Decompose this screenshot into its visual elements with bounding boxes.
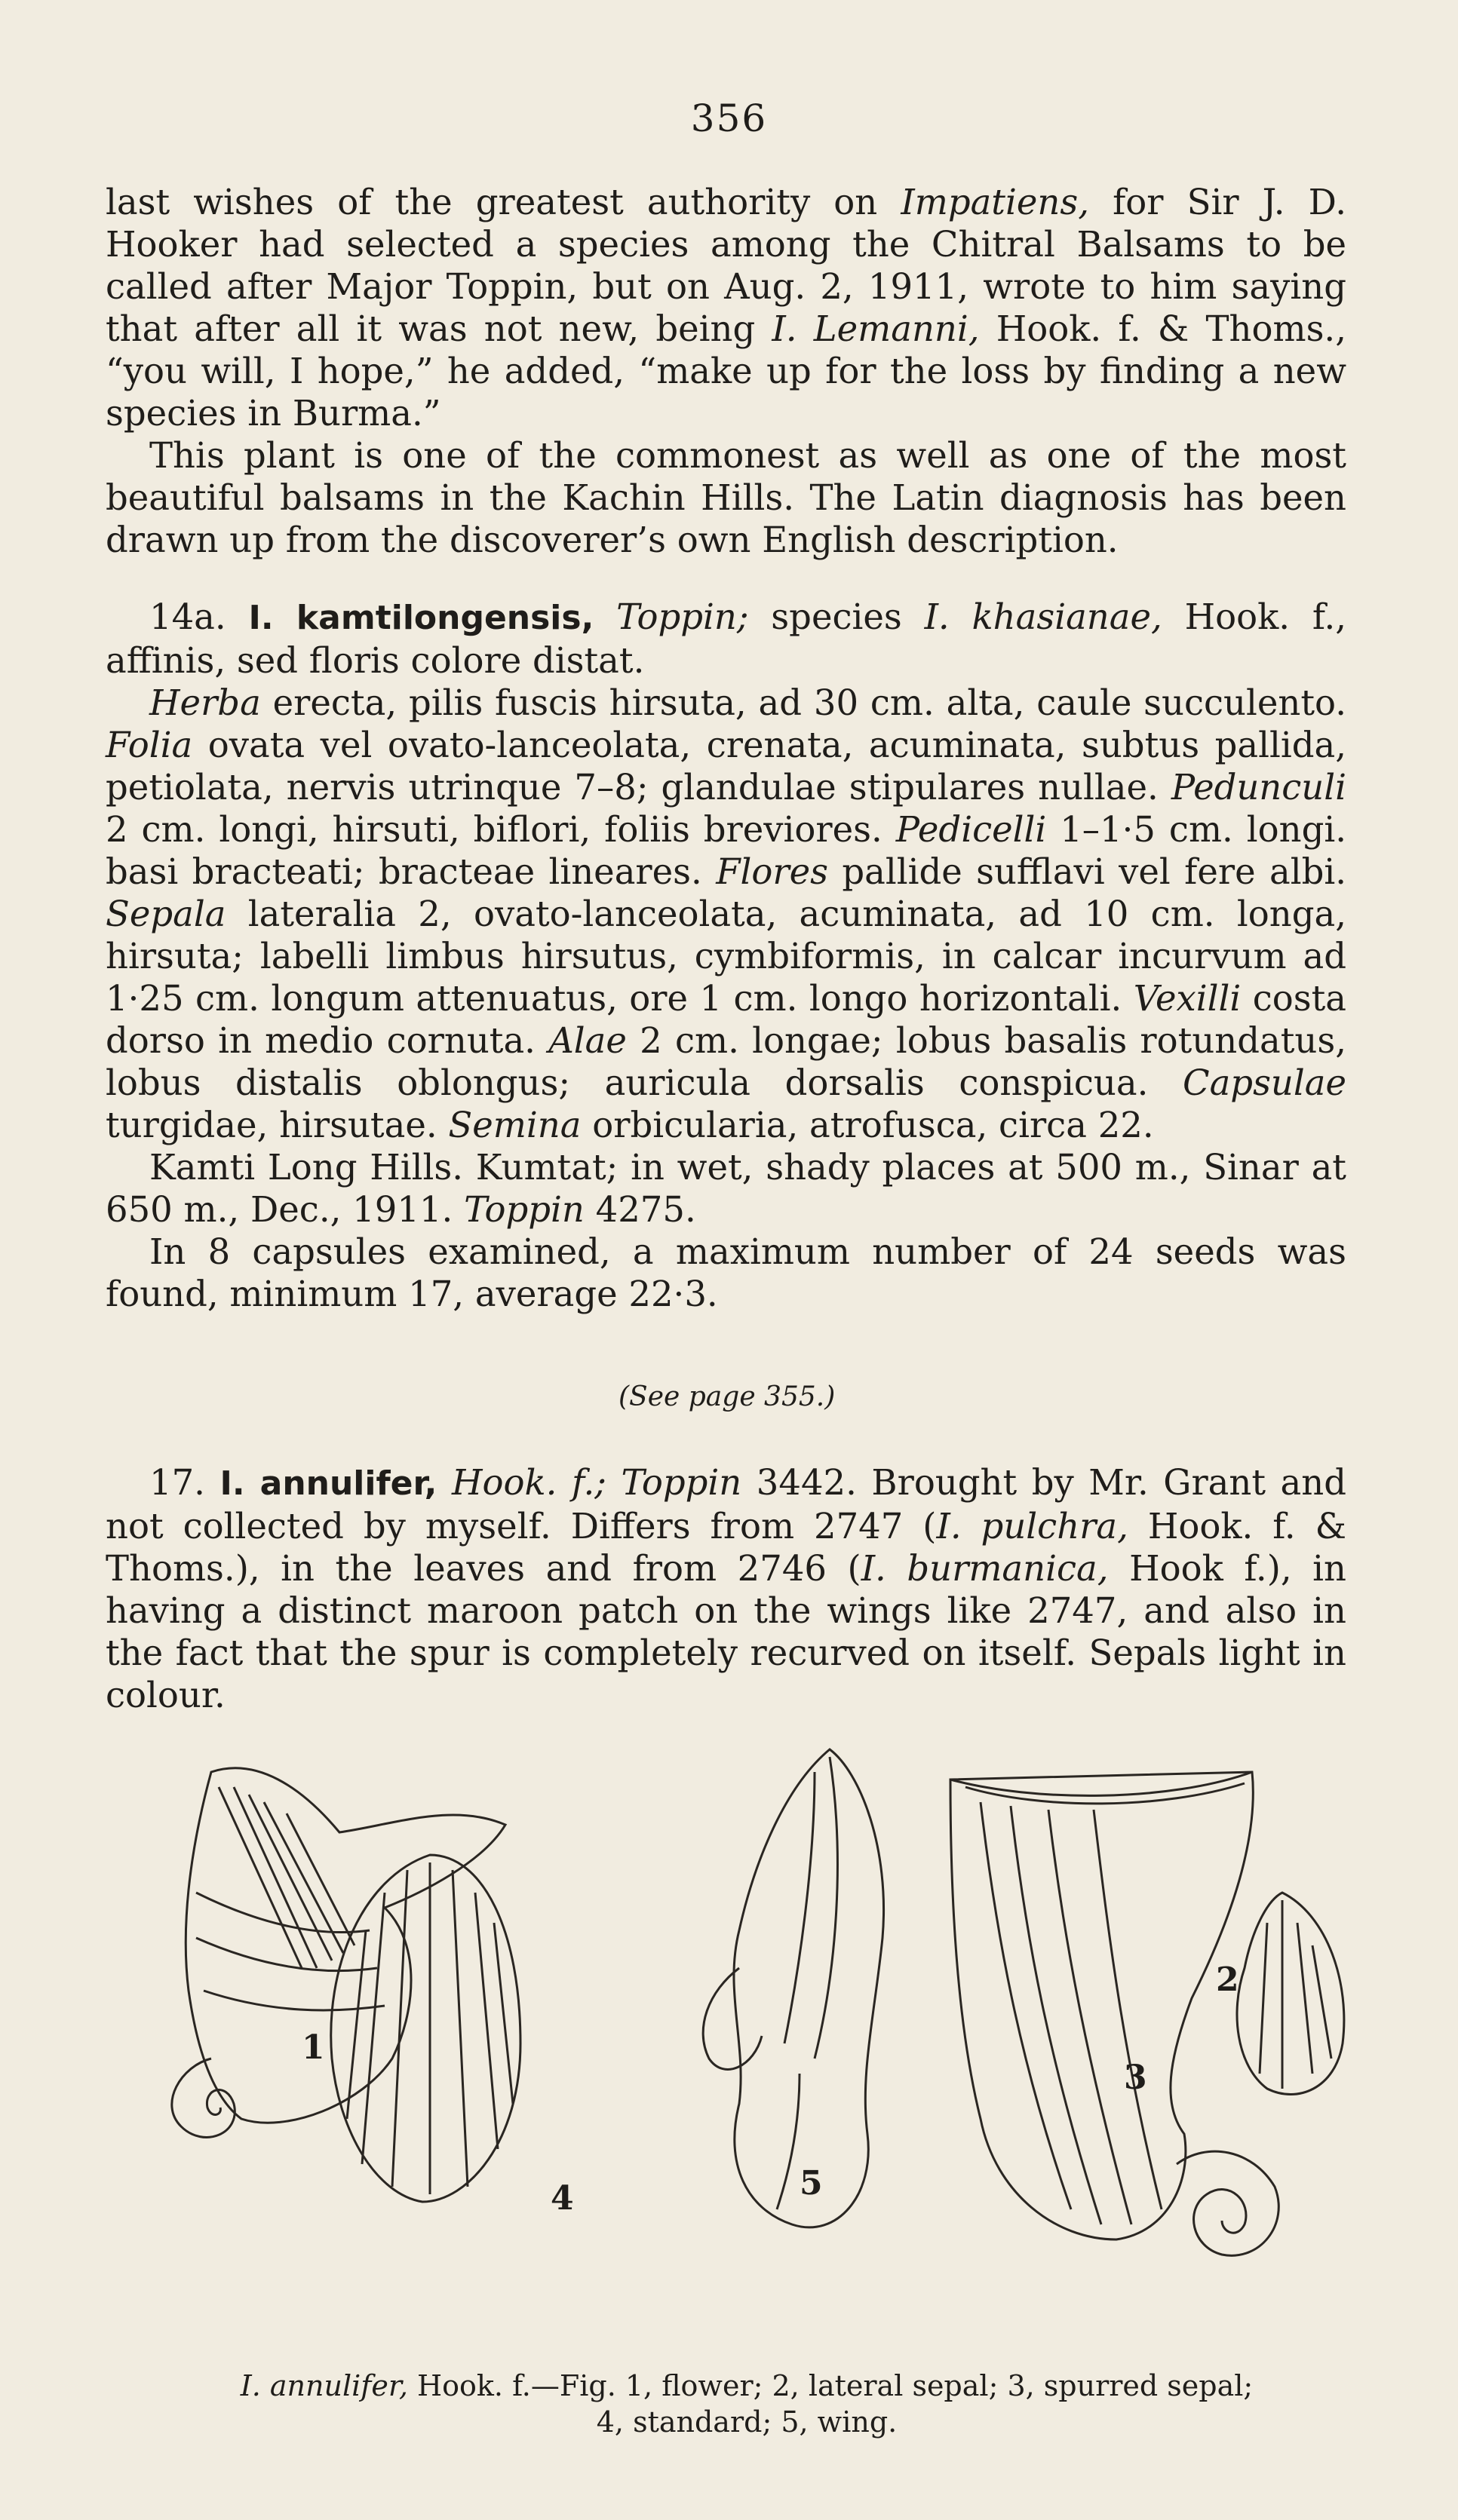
- text-run: Hook. f., affinis, sed floris colore distat.: [106, 596, 1347, 681]
- flower-drawing: [172, 1749, 1344, 2255]
- term: Sepala: [106, 894, 226, 934]
- caption-text: Hook. f.—Fig. 1, flower; 2, lateral sepal; 3, spurred sepal; 4, standard; 5, wing.: [407, 2369, 1254, 2439]
- botanical-illustration: [166, 1742, 1358, 2360]
- wing-lobe: [703, 1968, 762, 2069]
- text-run: erecta, pilis fuscis hirsuta, ad 30 cm. alta, caule succulento.: [260, 682, 1346, 723]
- text-run: species: [748, 596, 925, 637]
- text-run: costa dorso in medio cornuta.: [106, 978, 1347, 1061]
- spurred-sepal-veins: [981, 1802, 1162, 2224]
- text-run: 1–1·5 cm. longi. basi bracteati; bracteae lineares.: [106, 809, 1346, 892]
- text-run: last wishes of the greatest authority on: [106, 182, 901, 222]
- author: Hook. f.; Toppin: [451, 1462, 742, 1503]
- term: Herba: [149, 682, 261, 723]
- text-run: 3442. Brought by Mr. Grant and not collected by myself. Differs from 2747 (: [106, 1462, 1346, 1547]
- spurred-sepal-outline: [950, 1772, 1253, 2239]
- text-run: Kamti Long Hills. Kumtat; in wet, shady places at 500 m., Sinar at 650 m., Dec., 1911.: [106, 1147, 1346, 1230]
- lateral-sepal-outline: [1237, 1893, 1344, 2095]
- entry-17: [106, 1461, 1346, 1716]
- sepal-spur-coil: [1177, 2151, 1278, 2255]
- figure-label: 4: [551, 2179, 574, 2218]
- genus-name: Impatiens,: [901, 182, 1089, 222]
- text-run: Hook. f. & Thoms., “you will, I hope,” he added, “make up for the loss by finding a new species in Burma.”: [106, 308, 1346, 434]
- species-name: I. burmanica,: [861, 1548, 1109, 1589]
- collector: Toppin: [464, 1189, 585, 1230]
- species-heading: I. annulifer,: [219, 1464, 437, 1503]
- text-run: Hook. f. & Thoms.), in the leaves and from 2746 (: [106, 1506, 1346, 1589]
- locality: [106, 1146, 1346, 1231]
- entry-14a-heading: [106, 596, 1346, 682]
- term: Semina: [448, 1105, 582, 1145]
- paragraph-2: This plant is one of the commonest as well as one of the most beautiful balsams in the Kachin Hills. The Latin diagnosis has been drawn up from the discoverer’s own English description.: [106, 435, 1346, 560]
- text-run: 2 cm. longae; lobus basalis rotundatus, lobus distalis oblongus; auricula dorsalis conspicua.: [106, 1020, 1346, 1103]
- see-page-note: (See page 355.): [618, 1381, 836, 1412]
- term: Folia: [106, 725, 193, 765]
- paragraph-1: [106, 181, 1346, 434]
- entry-number: 14a.: [149, 596, 226, 637]
- flower-spur: [172, 2059, 235, 2137]
- figure-label: 1: [302, 2028, 325, 2067]
- term: Capsulae: [1183, 1062, 1346, 1103]
- term: Alae: [548, 1020, 627, 1061]
- figure-label: 2: [1216, 1961, 1239, 1999]
- species-name: I. pulchra,: [936, 1506, 1128, 1547]
- intro-text: [106, 181, 1346, 561]
- flower-veins: [196, 1787, 385, 2010]
- term: Flores: [716, 851, 828, 892]
- figure-label: 5: [800, 2164, 823, 2203]
- text-run: for Sir J. D. Hooker had selected a species among the Chitral Balsams to be called after Major Toppin, but on Aug. 2, 1911, wrote to him saying that after all it was not new, being: [106, 182, 1346, 349]
- standard-outline: [331, 1855, 520, 2202]
- term: Vexilli: [1133, 978, 1242, 1019]
- text-run: pallide sufflavi vel fere albi.: [827, 851, 1346, 892]
- capsule-note: In 8 capsules examined, a maximum number of 24 seeds was found, minimum 17, average 22·3.: [106, 1231, 1346, 1314]
- term: Pedicelli: [895, 809, 1047, 850]
- species-name: I. Lemanni,: [772, 308, 980, 349]
- entry-17-text: [106, 1461, 1346, 1716]
- text-run: turgidae, hirsutae.: [106, 1105, 449, 1145]
- figure-caption: [226, 2368, 1267, 2440]
- wing-veins: [777, 1757, 837, 2209]
- figure-labels: [302, 1961, 1239, 2218]
- species-heading: I. kamtilongensis,: [248, 599, 594, 637]
- text-run: lateralia 2, ovato-lanceolata, acuminata, ad 10 cm. longa, hirsuta; labelli limbus hirsutus, cymbiformis, in calcar incurvum ad 1·25 cm. longum attenuatus, ore 1 cm. longo horizontali.: [106, 894, 1346, 1019]
- text-run: 4275.: [584, 1189, 696, 1230]
- figure-label: 3: [1124, 2059, 1147, 2097]
- page-number: 356: [690, 97, 768, 140]
- entry-number: 17.: [149, 1462, 205, 1503]
- text-run: Hook f.), in having a distinct maroon patch on the wings like 2747, and also in the fact that the spur is completely recurved on itself. Sepals light in colour.: [106, 1548, 1346, 1715]
- term: Pedunculi: [1171, 767, 1346, 808]
- wing-outline: [734, 1749, 884, 2227]
- text-run: ovata vel ovato-lanceolata, crenata, acuminata, subtus pallida, petiolata, nervis utrinque 7–8; glandulae stipulares nullae.: [106, 725, 1346, 808]
- entry-14a: [106, 596, 1346, 1315]
- latin-description: [106, 682, 1346, 1146]
- author: Toppin;: [616, 596, 749, 637]
- caption-species: I. annulifer,: [240, 2369, 408, 2402]
- species-name: I. khasianae,: [924, 596, 1162, 637]
- text-run: 2 cm. longi, hirsuti, biflori, foliis breviores.: [106, 809, 896, 850]
- text-run: orbicularia, atrofusca, circa 22.: [581, 1105, 1154, 1145]
- standard-veins: [347, 1862, 513, 2194]
